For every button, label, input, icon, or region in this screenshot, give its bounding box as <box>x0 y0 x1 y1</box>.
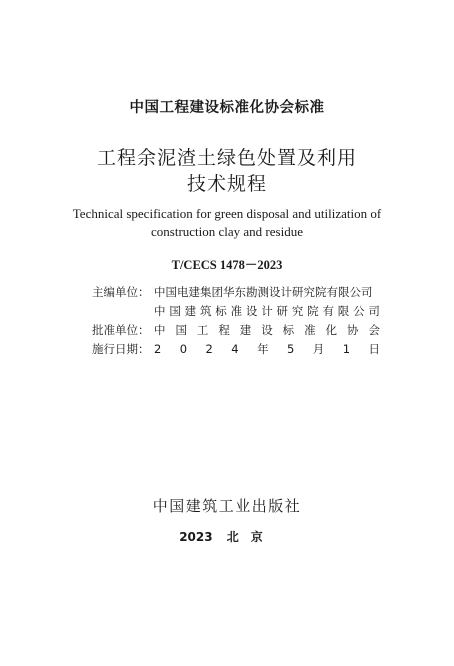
chief-editor-label: 主编单位： <box>92 285 150 299</box>
editor2-char: 设 <box>245 304 258 318</box>
effective-date-label: 施行日期： <box>92 342 150 356</box>
effective-char: 4 <box>231 342 239 356</box>
approval-char: 化 <box>325 323 337 337</box>
editor2-char: 研 <box>276 304 288 318</box>
approval-char: 准 <box>304 323 316 337</box>
effective-char: 年 <box>257 342 269 356</box>
approval-char: 会 <box>368 323 380 337</box>
effective-char: 日 <box>368 342 380 356</box>
editor2-char: 中 <box>154 304 166 318</box>
editor2-char: 计 <box>261 304 273 318</box>
editor2-char: 国 <box>169 304 181 318</box>
title-zh-line-1: 工程余泥渣土绿色处置及利用 <box>96 147 357 169</box>
editor2-char: 准 <box>230 304 243 318</box>
chief-editor-1: 中国电建集团华东勘测设计研究院有限公司 <box>154 285 373 299</box>
approval-char: 国 <box>175 323 187 337</box>
approval-char: 标 <box>282 323 295 337</box>
editor2-char: 公 <box>353 304 365 318</box>
title-zh-line-2: 技术规程 <box>186 173 267 195</box>
editor2-char: 建 <box>184 304 197 318</box>
issuing-organization: 中国工程建设标准化协会标准 <box>129 100 325 116</box>
effective-char: 2 <box>205 342 213 356</box>
title-en-line-1: Technical specification for green disposal and utilization of <box>72 206 382 221</box>
editor2-char: 院 <box>307 304 319 318</box>
editor2-char: 筑 <box>199 304 212 318</box>
editor2-char: 有 <box>322 304 334 318</box>
chief-editor-2 <box>154 302 380 321</box>
effective-date-row <box>92 340 382 359</box>
publication-year: 2023 <box>179 530 213 544</box>
chief-editor-row-2 <box>92 302 382 321</box>
publisher: 中国建筑工业出版社 <box>152 497 302 515</box>
chief-editor-row <box>92 283 382 302</box>
publication-city: 北京 <box>226 530 275 544</box>
approval-row <box>92 321 382 340</box>
approval-char: 设 <box>261 323 273 337</box>
effective-date <box>154 340 380 359</box>
info-block <box>92 283 382 359</box>
approval-unit <box>154 321 380 340</box>
editor2-char: 标 <box>215 304 227 318</box>
standard-code: T/CECS 1478－2023 <box>171 258 283 272</box>
approval-char: 协 <box>346 323 359 337</box>
effective-char: 2 <box>154 342 162 356</box>
editor2-char: 究 <box>291 304 304 318</box>
effective-char: 月 <box>312 342 325 356</box>
approval-char: 工 <box>196 323 209 337</box>
title-en-line-2: construction clay and residue <box>151 224 303 239</box>
effective-char: 1 <box>342 342 351 356</box>
editor2-char: 限 <box>337 304 350 318</box>
publication-line <box>0 528 454 545</box>
approval-char: 中 <box>154 323 166 337</box>
effective-char: 5 <box>287 342 295 356</box>
approval-char: 建 <box>239 323 252 337</box>
approval-char: 程 <box>218 323 230 337</box>
editor2-char: 司 <box>368 304 380 318</box>
effective-char: 0 <box>179 342 188 356</box>
approval-label: 批准单位： <box>92 323 150 337</box>
